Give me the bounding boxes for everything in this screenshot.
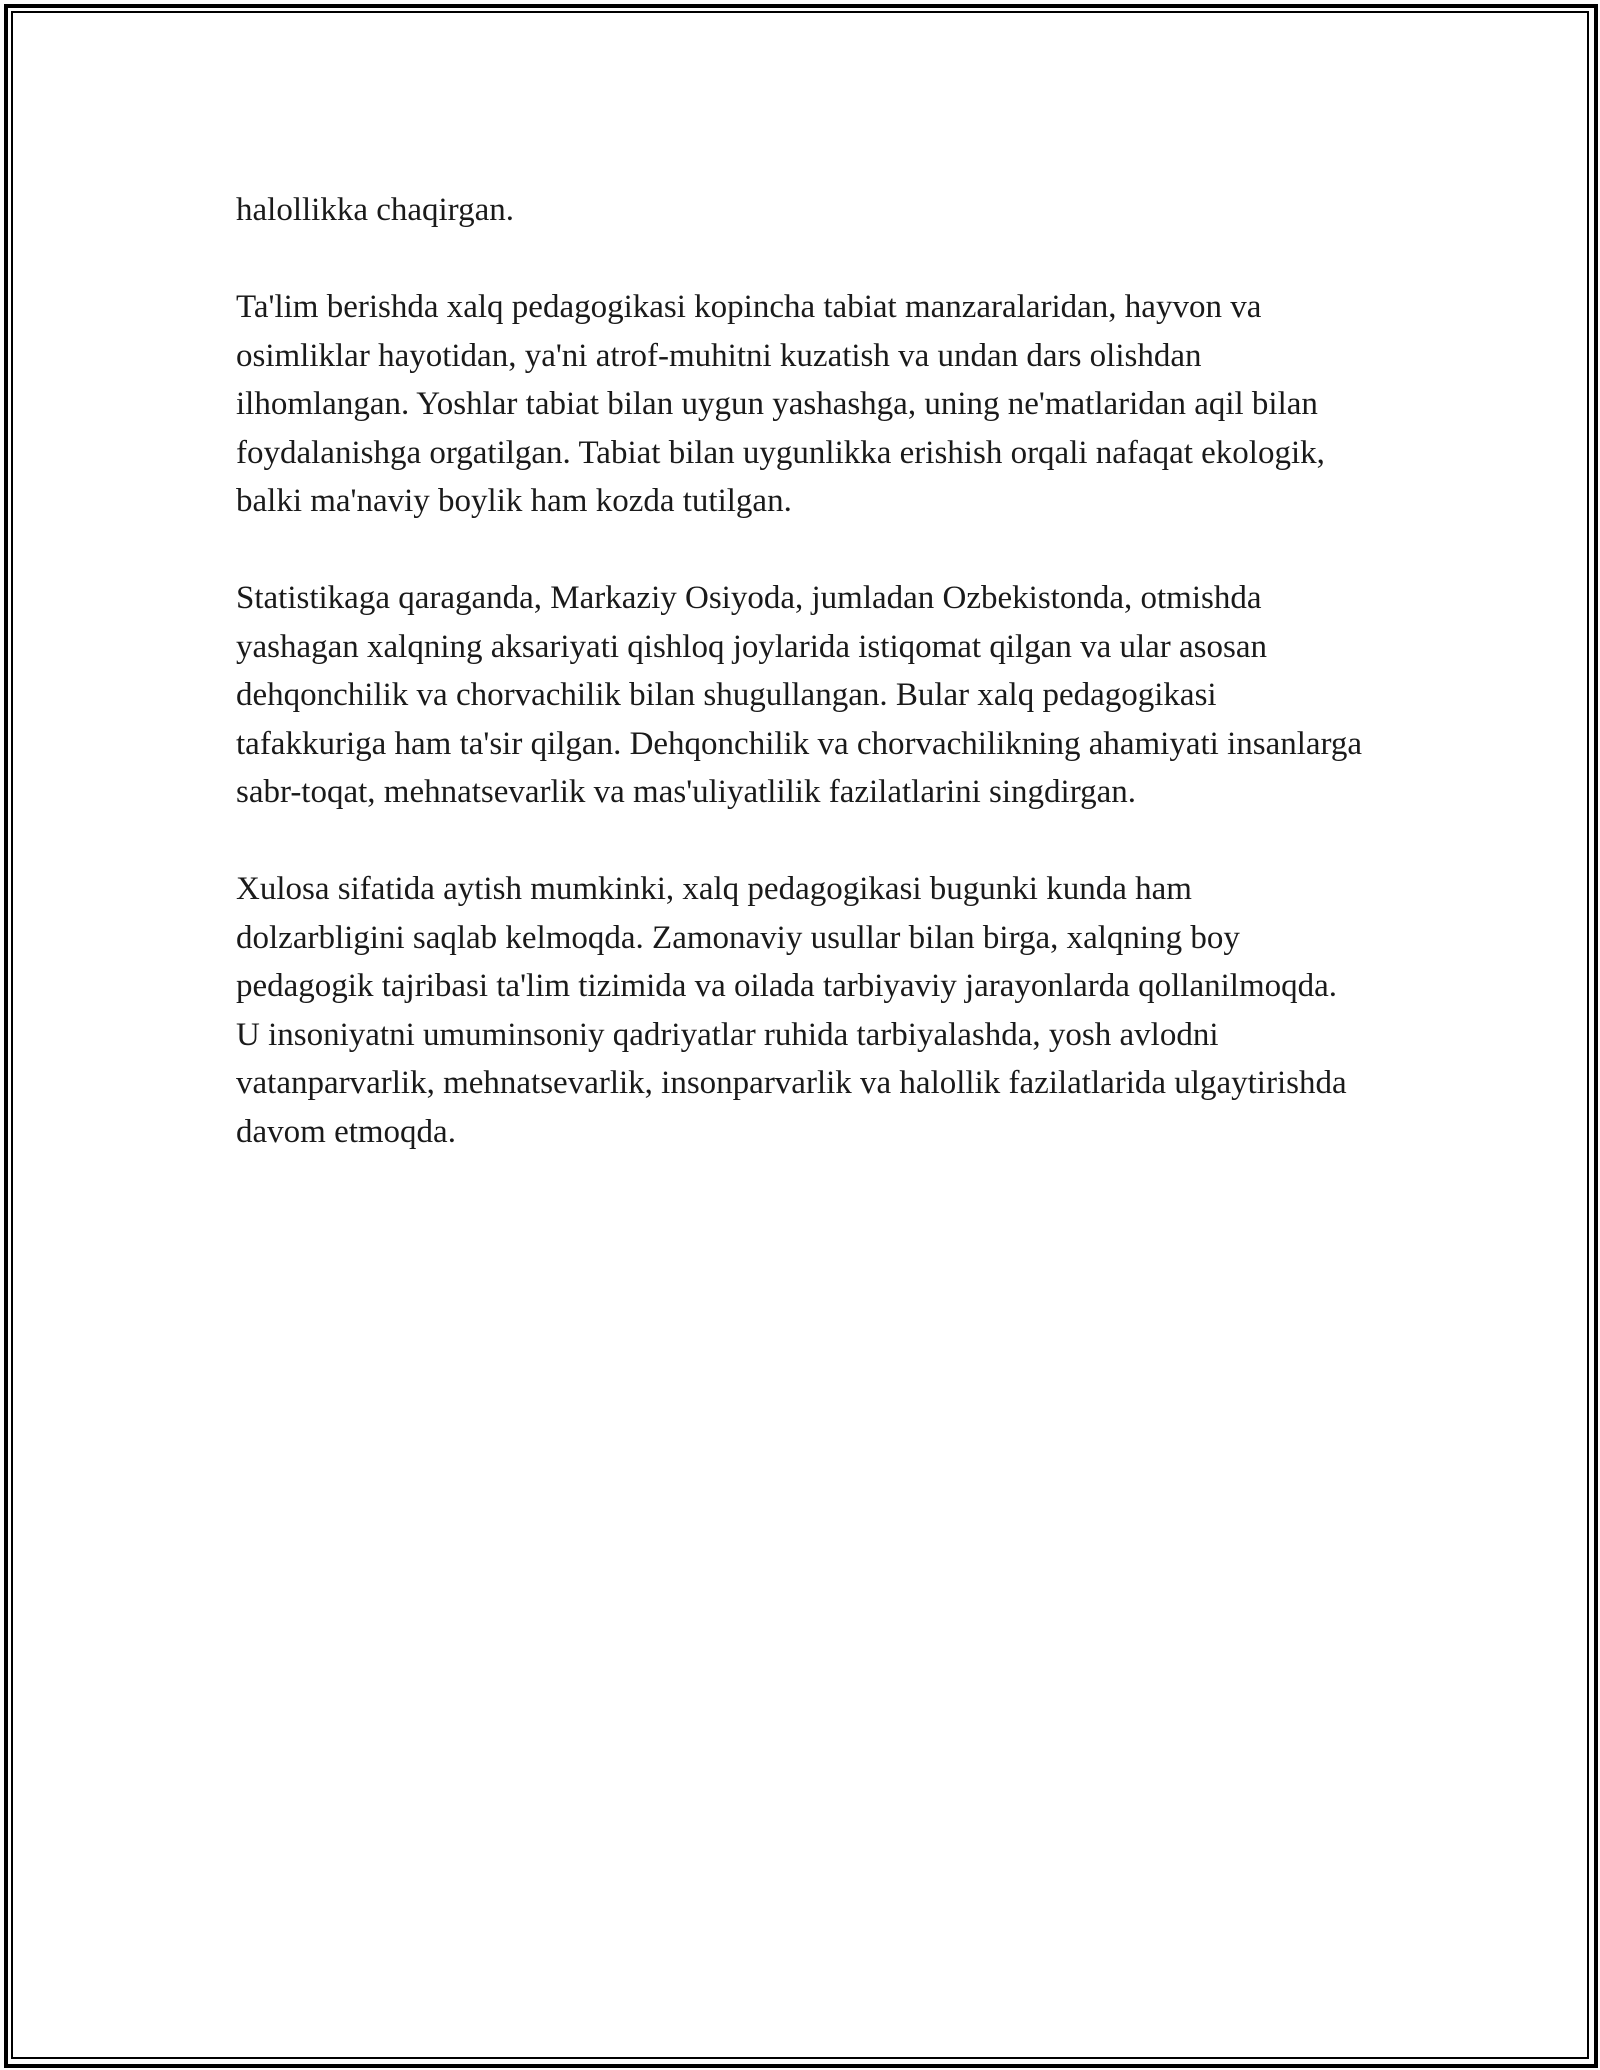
paragraph-statistics: Statistikaga qaraganda, Markaziy Osiyoda, jumladan Ozbekistonda, otmishda yashagan xalqning aksariyati qishloq joylarida istiqomat qilgan va ular asosan dehqonchilik va chorvachilik bilan shugullangan. Bular xalq pedagogikasi tafakkuriga ham ta'sir qilgan. Dehqonchilik va chorvachilikning ahamiyati insanlarga sabr-toqat, mehnatsevarlik va mas'uliyatlilik fazilatlarini singdirgan. [236,580,1363,810]
document-body [236,186,1366,1205]
paragraph-conclusion: Xulosa sifatida aytish mumkinki, xalq pedagogikasi bugunki kunda ham dolzarbligini saqlab kelmoqda. Zamonaviy usullar bilan birga, xalqning boy pedagogik tajribasi ta'lim tizimida va oilada tarbiyaviy jarayonlarda qollanilmoqda. U insoniyatni umuminsoniy qadriyatlar ruhida tarbiyalashda, yosh avlodni vatanparvarlik, mehnatsevarlik, insonparvarlik va halollik fazilatlarida ulgaytirishda davom etmoqda. [236,871,1347,1150]
paragraph-nature-education: Ta'lim berishda xalq pedagogikasi kopincha tabiat manzaralaridan, hayvon va osimliklar hayotidan, ya'ni atrof-muhitni kuzatish va undan dars olishdan ilhomlangan. Yoshlar tabiat bilan uygun yashashga, uning ne'matlaridan aqil bilan foydalanishga orgatilgan. Tabiat bilan uygunlikka erishish orqali nafaqat ekologik, balki ma'naviy boylik ham kozda tutilgan. [236,289,1325,519]
paragraph-continuation: halollikka chaqirgan. [236,192,514,228]
